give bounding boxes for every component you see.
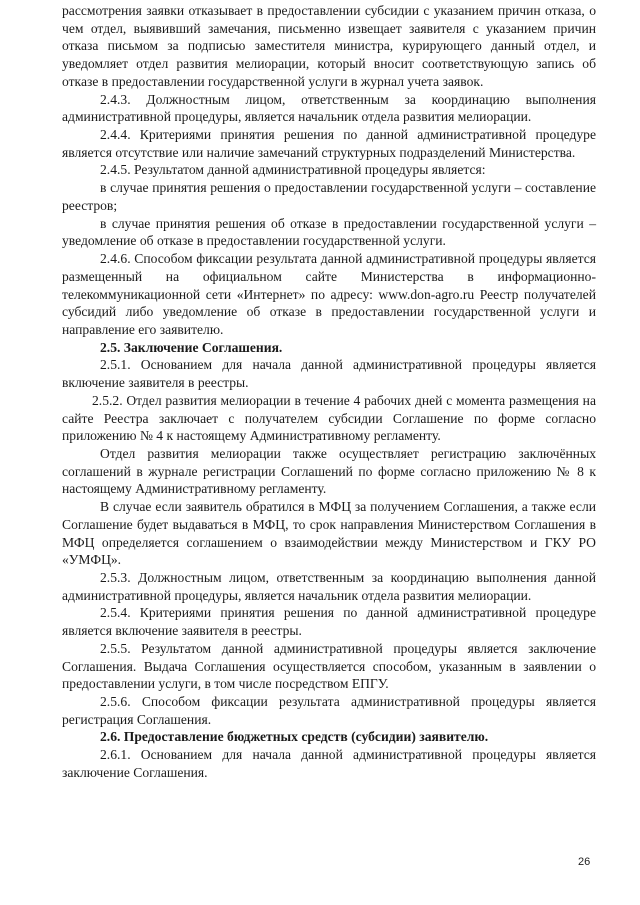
paragraph-2-5-2: 2.5.2. Отдел развития мелиорации в течение 4 рабочих дней с момента размещения на сайте Реестра заключает с получателем субсидии Соглашение по форме согласно приложению № 4 к настоящему Административному регламенту. — [62, 392, 596, 444]
section-heading-2-5: 2.5. Заключение Соглашения. — [100, 339, 283, 355]
paragraph-mfc: В случае если заявитель обратился в МФЦ за получением Соглашения, а также если Соглашение будет выдаваться в МФЦ, то срок направления Министерством Соглашения в МФЦ определяется соглашением о взаимодействии между Министерством и ГКУ РО «УМФЦ». — [62, 499, 596, 568]
paragraph-2-4-3: 2.4.3. Должностным лицом, ответственным за координацию выполнения административной процедуры, является начальник отдела развития мелиорации. — [62, 91, 596, 125]
paragraph-rejection-continuation: рассмотрения заявки отказывает в предоставлении субсидии с указанием причин отказа, о чем отдел, выявивший замечания, письменно извещает заявителя с указанием причин отказа письмом за подписью заместителя министра, курирующего данный отдел, и уведомляет отдел развития мелиорации, который вносит соответствующую запись об отказе в предоставлении государственной услуги в журнал учета заявок. — [62, 3, 596, 89]
document-body — [62, 2, 596, 782]
paragraph-2-5-1: 2.5.1. Основанием для начала данной административной процедуры является включение заявителя в реестры. — [62, 357, 596, 391]
paragraph-2-4-5: 2.4.5. Результатом данной административной процедуры является: — [100, 162, 486, 178]
paragraph-approval-case: в случае принятия решения о предоставлении государственной услуги – составление реестров; — [62, 180, 596, 213]
paragraph-2-5-6: 2.5.6. Способом фиксации результата административной процедуры является регистрация Соглашения. — [62, 694, 596, 727]
page-number: 26 — [578, 856, 591, 868]
paragraph-rejection-case: в случае принятия решения об отказе в предоставлении государственной услуги – уведомление об отказе в предоставлении государственной услуги. — [62, 215, 596, 249]
section-heading-2-6: 2.6. Предоставление бюджетных средств (субсидии) заявителю. — [100, 729, 489, 745]
paragraph-registration: Отдел развития мелиорации также осуществляет регистрацию заключённых соглашений в журнале регистрации Соглашений по форме согласно приложению № 8 к настоящему Административному регламенту. — [62, 445, 596, 497]
paragraph-2-4-6: 2.4.6. Способом фиксации результата данной административной процедуры является размещенный на официальном сайте Министерства в информационно-телекоммуникационной сети «Интернет» по адресу: www.don-agro.ru Реестр получателей субсидий либо уведомление об отказе в предоставлении государственной услуги и направление его заявителю. — [62, 251, 596, 337]
paragraph-2-5-5: 2.5.5. Результатом данной административной процедуры является заключение Соглашения. Выдача Соглашения осуществляется способом, указанным в заявлении о предоставлении услуги, в том числе посредством ЕПГУ. — [62, 640, 596, 692]
paragraph-2-5-3: 2.5.3. Должностным лицом, ответственным за координацию выполнения данной административной процедуры, является начальник отдела развития мелиорации. — [62, 570, 596, 603]
paragraph-2-4-4: 2.4.4. Критериями принятия решения по данной административной процедуре является отсутствие или наличие замечаний структурных подразделений Министерства. — [62, 127, 596, 160]
paragraph-2-6-1: 2.6.1. Основанием для начала данной административной процедуры является заключение Соглашения. — [62, 747, 596, 780]
paragraph-2-5-4: 2.5.4. Критериями принятия решения по данной административной процедуре является включение заявителя в реестры. — [62, 605, 596, 639]
